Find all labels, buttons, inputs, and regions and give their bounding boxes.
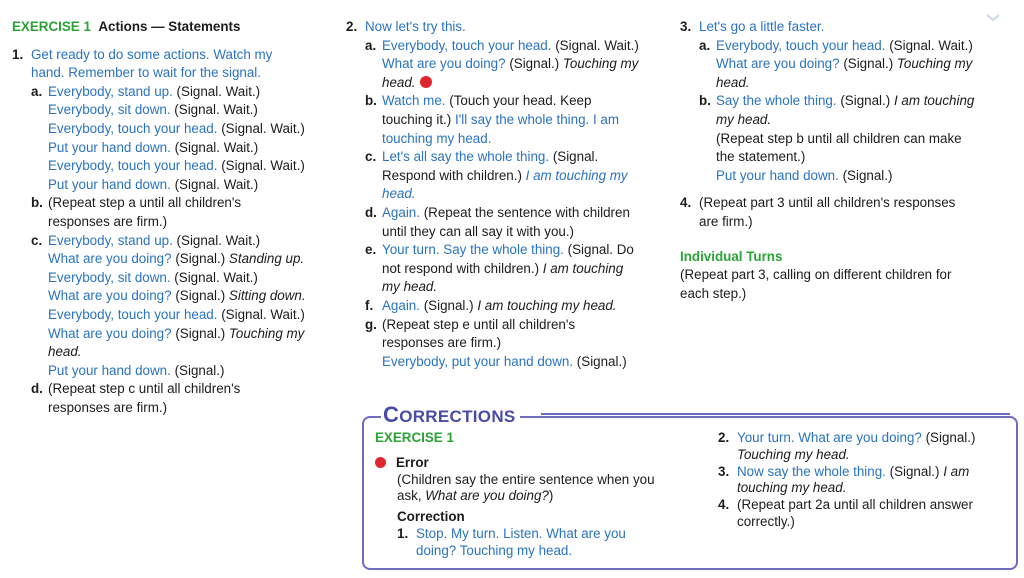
step-letter: c. [31, 232, 43, 248]
step-2e-line [346, 260, 664, 279]
exercise-header [12, 18, 334, 37]
corrections-left [375, 430, 685, 560]
step-1a-line [12, 101, 334, 120]
instruction-note: (Repeat part 3 until all children's responses [699, 195, 956, 211]
instruction-note: responses are firm.) [382, 335, 502, 351]
signal-note: (Signal.) [423, 297, 474, 313]
chevron-down-icon [986, 14, 1000, 22]
teacher-script: Now let's try this. [365, 19, 466, 34]
error-label: Error [396, 454, 429, 470]
step-2d-line [346, 204, 664, 223]
teacher-script: Everybody, put your hand down. [382, 353, 574, 369]
step-1a-line [12, 157, 334, 176]
child-response: head. [48, 344, 82, 360]
child-response: Touching my head. [737, 446, 850, 462]
teacher-script: Everybody, touch your head. [382, 37, 552, 53]
correction-step-3 [718, 464, 998, 481]
instruction-note: are firm.) [699, 213, 753, 229]
child-response: Touching my [228, 325, 305, 341]
signal-note: (Signal. Wait.) [174, 176, 259, 192]
step-2c-line [346, 167, 664, 186]
child-response: head. [382, 186, 416, 202]
step-number: 2. [346, 19, 358, 34]
step-1b-line [12, 194, 334, 213]
teacher-script: Everybody, stand up. [48, 232, 173, 248]
signal-note: (Signal. Wait.) [221, 158, 305, 174]
signal-note: (Signal. Wait.) [174, 269, 258, 285]
step-2b-line [346, 92, 664, 111]
signal-note: not respond with children.) [382, 260, 540, 276]
correction-step-2 [718, 430, 998, 447]
step-1a-line [12, 139, 334, 158]
signal-note: (Signal.) [925, 430, 976, 445]
step-letter: b. [365, 93, 377, 109]
teacher-script: I'll say the whole thing. I am [454, 111, 620, 127]
signal-note: (Signal.) [174, 362, 225, 378]
error-desc [375, 488, 685, 505]
teacher-script: touching my head. [382, 130, 492, 146]
teacher-script: Everybody, stand up. [48, 83, 173, 99]
instruction-note: (Repeat step e until all children's [382, 316, 576, 332]
teacher-script: Say the whole thing. [716, 93, 837, 109]
child-response: I am [943, 463, 970, 479]
step-1c-line [12, 250, 334, 269]
signal-note: (Signal.) [840, 93, 891, 109]
signal-note: until they can all say it with you.) [382, 223, 575, 239]
instruction-note: the statement.) [716, 149, 806, 165]
child-response: I am touching [893, 93, 975, 109]
signal-note: (Signal.) [842, 167, 893, 183]
teacher-script: Let's all say the whole thing. [382, 149, 550, 165]
step-letter: f. [365, 297, 374, 313]
step-1d-line [12, 380, 334, 399]
signal-note: Respond with children.) [382, 167, 522, 183]
error-text: ask, [397, 488, 422, 504]
signal-note: (Signal. Wait.) [176, 232, 261, 248]
column-1 [12, 18, 334, 417]
step-4-line [680, 194, 1012, 213]
corrections-rule [541, 413, 1010, 415]
error-text: ) [548, 488, 554, 504]
teacher-script: Now say the whole thing. [737, 463, 886, 479]
step-letter: d. [31, 381, 43, 397]
step-1c-line [12, 232, 334, 251]
step-letter: b. [31, 195, 43, 211]
instruction-note: correctly.) [737, 513, 795, 529]
teacher-script: What are you doing? [382, 56, 506, 72]
signal-note: (Signal.) [175, 288, 226, 304]
instruction-note: (Repeat part 2a until all children answer [737, 497, 973, 513]
child-response: Touching my [896, 56, 973, 72]
step-1a-line [12, 120, 334, 139]
step-2c-line [346, 148, 664, 167]
correction-step-1 [375, 526, 685, 543]
signal-note: (Signal.) [175, 325, 226, 341]
correction-heading: Correction [397, 509, 465, 525]
teacher-script: Everybody, touch your head. [48, 158, 218, 174]
column-3 [680, 18, 1012, 303]
step-letter: c. [365, 149, 377, 165]
step-3-heading [680, 18, 1012, 37]
signal-note: (Signal. Wait.) [174, 139, 259, 155]
correction-step-4 [718, 497, 998, 514]
teacher-script: What are you doing? [48, 325, 172, 341]
child-response: Standing up. [228, 251, 305, 267]
step-number: 4. [718, 497, 730, 513]
step-2a-line [346, 37, 664, 56]
teacher-script: Let's go a little faster. [699, 19, 825, 34]
step-1c-line [12, 269, 334, 288]
teacher-script: What are you doing? [48, 288, 172, 304]
step-1-line-2: hand. Remember to wait for the signal. [31, 65, 261, 81]
error-desc: (Children say the entire sentence when you [397, 471, 655, 487]
exercise-label: EXERCISE 1 [12, 19, 91, 34]
step-1c-line [12, 325, 334, 344]
teacher-script: Again. [382, 204, 420, 220]
teacher-script: Your turn. What are you doing? [737, 430, 922, 445]
step-2-heading [346, 18, 664, 37]
child-response: I am touching my [525, 167, 628, 183]
column-2 [346, 18, 664, 371]
teacher-script: Everybody, touch your head. [48, 120, 218, 136]
instruction-note: (Repeat part 3, calling on different children for [680, 267, 952, 283]
child-response: I am touching my head. [477, 297, 617, 313]
teacher-script: Put your hand down. [48, 362, 171, 378]
corrections-exercise-label: EXERCISE 1 [375, 430, 454, 445]
red-dot-icon [420, 76, 432, 88]
step-2g-line [346, 316, 664, 335]
teacher-script: What are you doing? [48, 251, 172, 267]
step-1c-line [12, 287, 334, 306]
teacher-script: Put your hand down. [716, 167, 839, 183]
signal-note: (Signal.) [509, 56, 560, 72]
instruction-note: (Repeat step b until all children can make [716, 130, 962, 146]
step-letter: a. [31, 83, 43, 99]
child-response: Sitting down. [228, 288, 306, 304]
signal-note: (Touch your head. Keep [449, 93, 592, 109]
step-letter: a. [699, 37, 711, 53]
step-1c-line [12, 362, 334, 381]
child-response: touching my head. [737, 480, 847, 496]
step-number: 4. [680, 195, 692, 211]
teacher-script: Stop. My turn. Listen. What are you [416, 525, 626, 541]
child-response: head. [382, 74, 416, 90]
step-2g-line [346, 353, 664, 372]
step-2f-line [346, 297, 664, 316]
instruction-note: (Repeat step a until all children's [48, 195, 242, 211]
signal-note: (Signal. Wait.) [174, 102, 258, 118]
child-response: I am touching [542, 260, 624, 276]
error-heading [375, 455, 685, 472]
error-quote: What are you doing? [425, 488, 549, 504]
red-dot-icon [375, 457, 386, 468]
step-number: 2. [718, 430, 730, 445]
step-letter: e. [365, 242, 377, 258]
teacher-script: Your turn. Say the whole thing. [382, 242, 564, 258]
signal-note: (Signal. Wait.) [221, 120, 305, 136]
teacher-script: Again. [382, 297, 420, 313]
teacher-script: Put your hand down. [48, 139, 171, 155]
teacher-script: doing? Touching my head. [416, 542, 573, 558]
step-letter: g. [365, 316, 377, 332]
step-number: 1. [12, 46, 24, 62]
instruction-note: each step.) [680, 285, 747, 301]
step-2e-line [346, 241, 664, 260]
teacher-script: Everybody, sit down. [48, 102, 171, 118]
step-2a-line [346, 55, 664, 74]
step-letter: b. [699, 93, 711, 109]
step-letter: a. [365, 37, 377, 53]
step-3a-line [680, 55, 1012, 74]
step-2b-line [346, 111, 664, 130]
signal-note: (Signal.) [889, 463, 940, 479]
step-3b-line [680, 92, 1012, 111]
individual-turns-heading: Individual Turns [680, 248, 783, 264]
step-3b-line [680, 167, 1012, 186]
signal-note: (Signal.) [175, 251, 226, 267]
step-1a-line [12, 83, 334, 102]
step-1c-line [12, 306, 334, 325]
child-response: Touching my [562, 56, 639, 72]
teacher-script: Everybody, touch your head. [716, 37, 886, 53]
step-1b-line: responses are firm.) [48, 213, 168, 229]
teacher-script: Put your hand down. [48, 176, 171, 192]
teacher-script: What are you doing? [716, 56, 840, 72]
child-response: my head. [716, 111, 772, 127]
corrections-title-initial: C [383, 402, 400, 427]
corrections-right [718, 430, 998, 531]
child-response: my head. [382, 279, 438, 295]
step-1d-line: responses are firm.) [48, 399, 168, 415]
step-1-line-1 [12, 46, 334, 65]
exercise-title: Actions — Statements [98, 19, 241, 34]
teacher-script: Everybody, touch your head. [48, 306, 218, 322]
signal-note: (Repeat the sentence with children [423, 204, 630, 220]
signal-note: (Signal. Wait.) [889, 37, 973, 53]
step-number: 3. [680, 19, 692, 34]
signal-note: (Signal. Wait.) [555, 37, 639, 53]
signal-note: (Signal. Wait.) [176, 83, 261, 99]
signal-note: touching it.) [382, 111, 452, 127]
child-response: head. [716, 74, 750, 90]
teacher-script: Get ready to do some actions. Watch my [31, 46, 273, 62]
step-1a-line [12, 176, 334, 195]
step-letter: d. [365, 204, 377, 220]
instruction-note: (Repeat step c until all children's [48, 381, 241, 397]
signal-note: (Signal.) [576, 353, 627, 369]
signal-note: (Signal. Wait.) [221, 306, 305, 322]
step-number: 3. [718, 463, 730, 479]
teacher-script: Watch me. [382, 93, 446, 109]
teacher-script: Everybody, sit down. [48, 269, 171, 285]
corrections-title [381, 402, 520, 428]
signal-note: (Signal. Do [567, 242, 634, 258]
signal-note: (Signal. [552, 149, 599, 165]
step-2a-line [346, 74, 664, 93]
step-number: 1. [397, 525, 409, 541]
step-3a-line [680, 37, 1012, 56]
corrections-title-rest: ORRECTIONS [399, 407, 516, 426]
signal-note: (Signal.) [843, 56, 894, 72]
